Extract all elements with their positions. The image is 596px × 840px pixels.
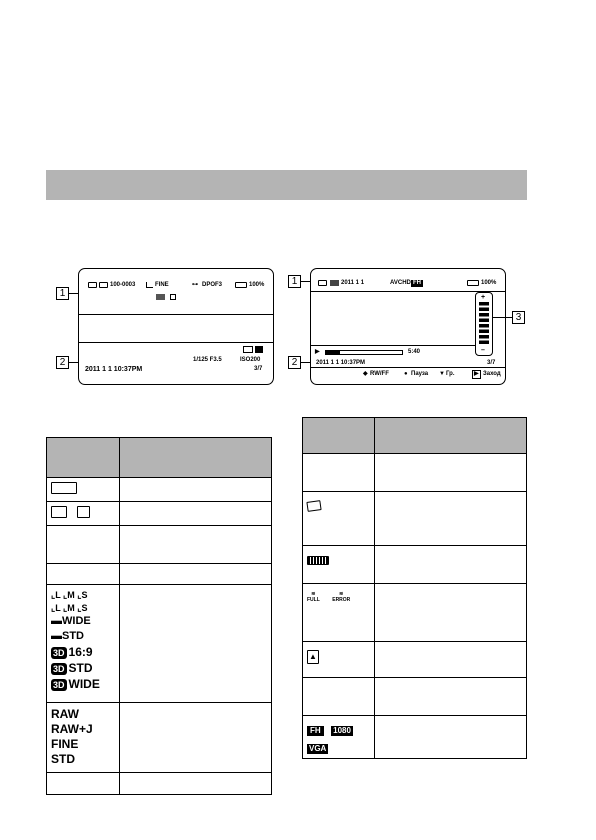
movie-format-badge: FH	[413, 280, 421, 286]
pause-icon: ●	[404, 371, 408, 377]
movie-folder-icon	[330, 280, 339, 286]
image-counter: 3/7	[254, 366, 263, 372]
rwff-label: RW/FF	[370, 371, 389, 377]
table-header-cell	[375, 418, 527, 454]
table-cell	[47, 526, 120, 564]
callout-1-right: 1	[288, 275, 301, 288]
image-orientation-icon: ▲	[307, 650, 319, 664]
movie-time: 5:40	[408, 349, 421, 355]
table-row	[303, 678, 527, 716]
callout-1-right-line	[301, 281, 310, 282]
image-size-icon	[146, 282, 153, 288]
battery-icon	[235, 282, 247, 288]
3d-169-label: 16:9	[68, 645, 93, 659]
movie-battery-icon	[467, 280, 479, 286]
db-error-icon: ≋ ERROR	[332, 591, 351, 603]
table-cell	[120, 773, 272, 795]
table-row	[303, 584, 527, 642]
quality-std: STD	[51, 752, 75, 766]
table-cell	[47, 585, 120, 703]
db-full-label: FULL	[307, 597, 320, 603]
progress-bar-fill	[326, 351, 340, 354]
folder-icon	[51, 506, 67, 518]
vga-badge: VGA	[309, 744, 327, 753]
movie-format: AVCHD	[390, 280, 411, 286]
p1080-badge: 1080	[333, 726, 351, 735]
table-cell	[120, 478, 272, 502]
table-row	[303, 546, 527, 584]
folder-icon	[99, 282, 108, 288]
group-icon: ▼	[439, 371, 445, 377]
exit-icon: ▶	[474, 371, 479, 377]
no-card-icon	[306, 500, 321, 512]
image-quality: FINE	[155, 282, 169, 288]
calendar-icon	[77, 506, 90, 518]
table-cell	[303, 642, 375, 678]
table-cell	[375, 716, 527, 759]
screen-divider-top	[79, 314, 273, 315]
table-row	[47, 564, 272, 585]
callout-2-right-line	[301, 362, 310, 363]
battery-percent: 100%	[249, 282, 265, 288]
movie-guide-divider	[311, 367, 505, 368]
table-row	[303, 716, 527, 759]
db-error-label: ERROR	[332, 597, 351, 603]
table-cell	[303, 716, 375, 759]
3d-badge-icon: 3D	[53, 664, 65, 674]
fh-badge: FH	[307, 726, 324, 736]
image-size-icons-row1: ⌞L ⌞M ⌞S	[51, 590, 88, 600]
table-cell	[303, 678, 375, 716]
table-cell	[47, 564, 120, 585]
view-mode-icon	[255, 346, 263, 353]
table-header-row	[303, 418, 527, 454]
table-row	[303, 454, 527, 492]
record-datetime: 2011 1 1 10:37PM	[85, 366, 143, 373]
dpof-label: DPOF3	[202, 282, 223, 288]
volume-plus: +	[481, 294, 486, 301]
table-cell	[375, 584, 527, 642]
table-row	[47, 502, 272, 526]
table-header-cell	[120, 438, 272, 478]
table-cell	[375, 492, 527, 546]
movie-divider-bottom	[311, 345, 475, 346]
callout-1-left-line	[69, 293, 78, 294]
iso-value: ISO200	[240, 357, 261, 363]
pause-label: Пауза	[411, 371, 429, 377]
table-cell	[47, 502, 120, 526]
table-cell	[120, 526, 272, 564]
table-cell	[375, 546, 527, 584]
table-header-cell	[303, 418, 375, 454]
table-cell	[375, 642, 527, 678]
quality-rawj: RAW+J	[51, 722, 93, 736]
table-row	[47, 585, 272, 703]
playback-mode-icon	[243, 346, 253, 353]
movie-date: 2011 1 1	[341, 280, 365, 286]
image-size-icons-row2: ⌞L ⌞M ⌞S	[51, 603, 88, 613]
movie-battery-percent: 100%	[481, 280, 497, 286]
exit-label: Заход	[483, 371, 501, 377]
table-header-cell	[47, 438, 120, 478]
battery-icon	[307, 556, 329, 565]
panorama-wide: ▬WIDE	[51, 615, 91, 627]
table-cell	[303, 584, 375, 642]
table-cell	[120, 564, 272, 585]
right-icon-table	[302, 417, 527, 759]
table-row	[47, 478, 272, 502]
callout-3-right: 3	[512, 311, 525, 324]
table-cell	[47, 703, 120, 773]
quality-raw: RAW	[51, 707, 79, 721]
movie-counter: 3/7	[487, 360, 496, 366]
panorama-std-label: STD	[62, 630, 84, 642]
table-cell	[303, 492, 375, 546]
callout-3-right-line	[493, 317, 512, 318]
callout-2-left-line	[69, 362, 78, 363]
table-cell	[120, 585, 272, 703]
memory-card-icon	[51, 482, 77, 494]
screen-divider-bottom	[79, 342, 273, 343]
3d-std	[51, 660, 115, 676]
table-row	[47, 703, 272, 773]
table-row	[47, 773, 272, 795]
rwff-icon: ◆	[363, 371, 368, 377]
file-number: 100-0003	[110, 282, 136, 288]
table-cell	[375, 454, 527, 492]
table-row	[303, 642, 527, 678]
table-cell	[303, 454, 375, 492]
table-header-row	[47, 438, 272, 478]
table-cell	[375, 678, 527, 716]
callout-1-left: 1	[56, 287, 69, 300]
db-icon	[170, 294, 176, 300]
play-icon: ▶	[315, 349, 320, 355]
volume-bars	[479, 302, 489, 346]
left-icon-table	[46, 437, 272, 795]
3d-badge-icon: 3D	[53, 648, 65, 658]
callout-2-left: 2	[56, 356, 69, 369]
movie-datetime: 2011 1 1 10:37PM	[316, 360, 366, 366]
3d-std-label: STD	[68, 661, 93, 675]
db-full-icon: ≋ FULL	[307, 591, 320, 603]
print-icon	[156, 294, 165, 300]
3d-wide	[51, 676, 115, 692]
section-header-bar	[46, 170, 527, 200]
callout-2-right: 2	[288, 356, 301, 369]
group-label: Гр.	[446, 371, 455, 377]
shutter-aperture: 1/125 F3.5	[193, 357, 222, 363]
panorama-wide-label: WIDE	[62, 615, 91, 627]
3d-169	[51, 644, 115, 660]
protect-icon: ⊶	[192, 282, 198, 288]
quality-fine: FINE	[51, 737, 79, 751]
movie-card-icon	[318, 280, 327, 286]
table-cell	[120, 703, 272, 773]
volume-minus: –	[481, 347, 485, 354]
3d-wide-label: WIDE	[68, 677, 100, 691]
table-cell	[47, 478, 120, 502]
table-cell	[120, 502, 272, 526]
3d-badge-icon: 3D	[53, 680, 65, 690]
table-row	[47, 526, 272, 564]
memory-card-icon	[88, 282, 97, 288]
panorama-std: ▬STD	[51, 630, 84, 642]
table-row	[303, 492, 527, 546]
table-cell	[303, 546, 375, 584]
table-cell	[47, 773, 120, 795]
